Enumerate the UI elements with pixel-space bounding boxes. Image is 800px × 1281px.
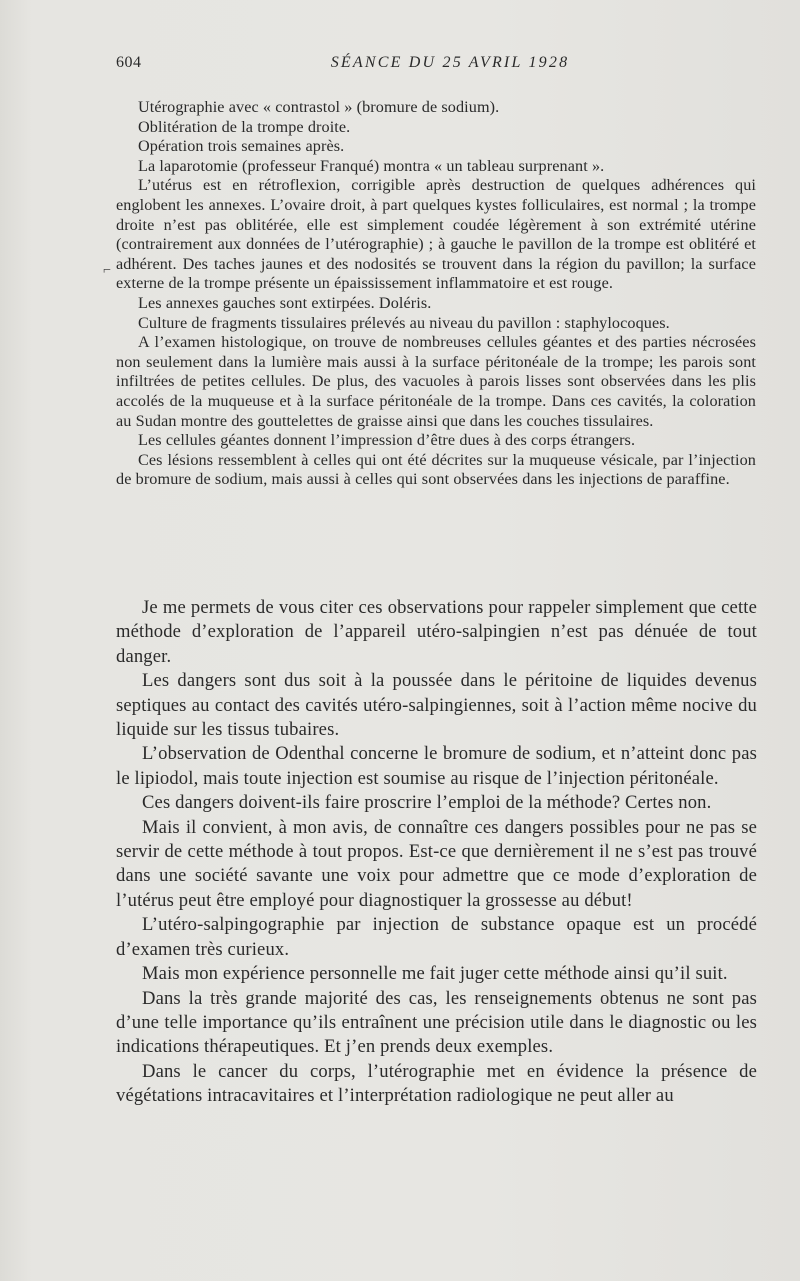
paragraph: L’utérus est en rétroflexion, corrigible après destruction de quelques adhérences qui englobent les annexes. L’ovaire droit, à part quelques kystes folliculaires, est normal ; la trompe droite n’est pas oblitérée, elle est simplement coudée légèrement à son extrémité utérine (contrairement aux données de l’utérographie) ; à gauche le pavillon de la trompe est oblitéré et adhérent. Des taches jaunes et des nodosités se trouvent dans la région du pavillon; la surface externe de la trompe présente un épaississement inflammatoire et est rouge. (116, 176, 756, 293)
page-number: 604 (116, 54, 142, 71)
case-report-block (116, 98, 756, 490)
margin-mark: ⌐ (103, 263, 111, 278)
paragraph: Culture de fragments tissulaires prélevés au niveau du pavillon : staphylocoques. (138, 313, 670, 332)
paragraph: Les cellules géantes donnent l’impression d’être dues à des corps étrangers. (138, 431, 636, 450)
paragraph: Dans le cancer du corps, l’utérographie met en évidence la présence de végétations intracavitaires et l’interprétation radiologique ne peut aller au (116, 1060, 757, 1107)
paragraph: La laparotomie (professeur Franqué) montra « un tableau surprenant ». (138, 156, 605, 175)
paragraph: Ces dangers doivent-ils faire proscrire l’emploi de la méthode? Certes non. (142, 792, 712, 814)
paragraph: Mais mon expérience personnelle me fait juger cette méthode ainsi qu’il suit. (142, 963, 728, 985)
page-header (116, 54, 754, 78)
paragraph: Mais il convient, à mon avis, de connaître ces dangers possibles pour ne pas se servir de cette méthode à tout propos. Est-ce que dernièrement il ne s’est pas trouvé dans une société savante une voix pour admettre que ce mode d’exploration de l’utérus peut être employé pour diagnostiquer la grossesse au début! (116, 816, 757, 911)
discussion-block (116, 596, 757, 1109)
paragraph: L’utéro-salpingographie par injection de substance opaque est un procédé d’examen très curieux. (116, 914, 757, 960)
paragraph: Les dangers sont dus soit à la poussée dans le péritoine de liquides devenus septiques au contact des cavités utéro-salpingiennes, soit à l’action même nocive du liquide sur les tissus tubaires. (116, 670, 757, 741)
paragraph: Utérographie avec « contrastol » (bromure de sodium). (138, 98, 500, 116)
paragraph: Ces lésions ressemblent à celles qui ont été décrites sur la muqueuse vésicale, par l’injection de bromure de sodium, mais aussi à celles qui sont observées dans les injections de paraffine. (116, 450, 756, 489)
paragraph: Opération trois semaines après. (138, 137, 345, 156)
paragraph: A l’examen histologique, on trouve de nombreuses cellules géantes et des parties nécrosées non seulement dans la lumière mais aussi à la surface péritonéale de la trompe; les parois sont infiltrées de petites cellules. De plus, des vacuoles à parois lisses sont observées dans les plis accolés de la muqueuse et à la surface péritonéale de la trompe. Dans ces cavités, la coloration au Sudan montre des gouttelettes de graisse ainsi que dans les couches tissulaires. (116, 333, 756, 430)
running-title: SÉANCE DU 25 AVRIL 1928 (330, 54, 570, 71)
paragraph: Oblitération de la trompe droite. (138, 117, 351, 136)
paragraph: L’observation de Odenthal concerne le bromure de sodium, et n’atteint donc pas le lipiodol, mais toute injection est soumise au risque de l’injection péritonéale. (116, 743, 757, 789)
paragraph: Les annexes gauches sont extirpées. Doléris. (138, 293, 432, 312)
paragraph: Je me permets de vous citer ces observations pour rappeler simplement que cette méthode d’exploration de l’appareil utéro-salpingien n’est pas dénuée de tout danger. (116, 597, 757, 667)
paragraph: Dans la très grande majorité des cas, les renseignements obtenus ne sont pas d’une telle importance qu’ils entraînent une précision utile dans le diagnostic ou les indications thérapeutiques. Et j’en prends deux exemples. (116, 987, 757, 1058)
